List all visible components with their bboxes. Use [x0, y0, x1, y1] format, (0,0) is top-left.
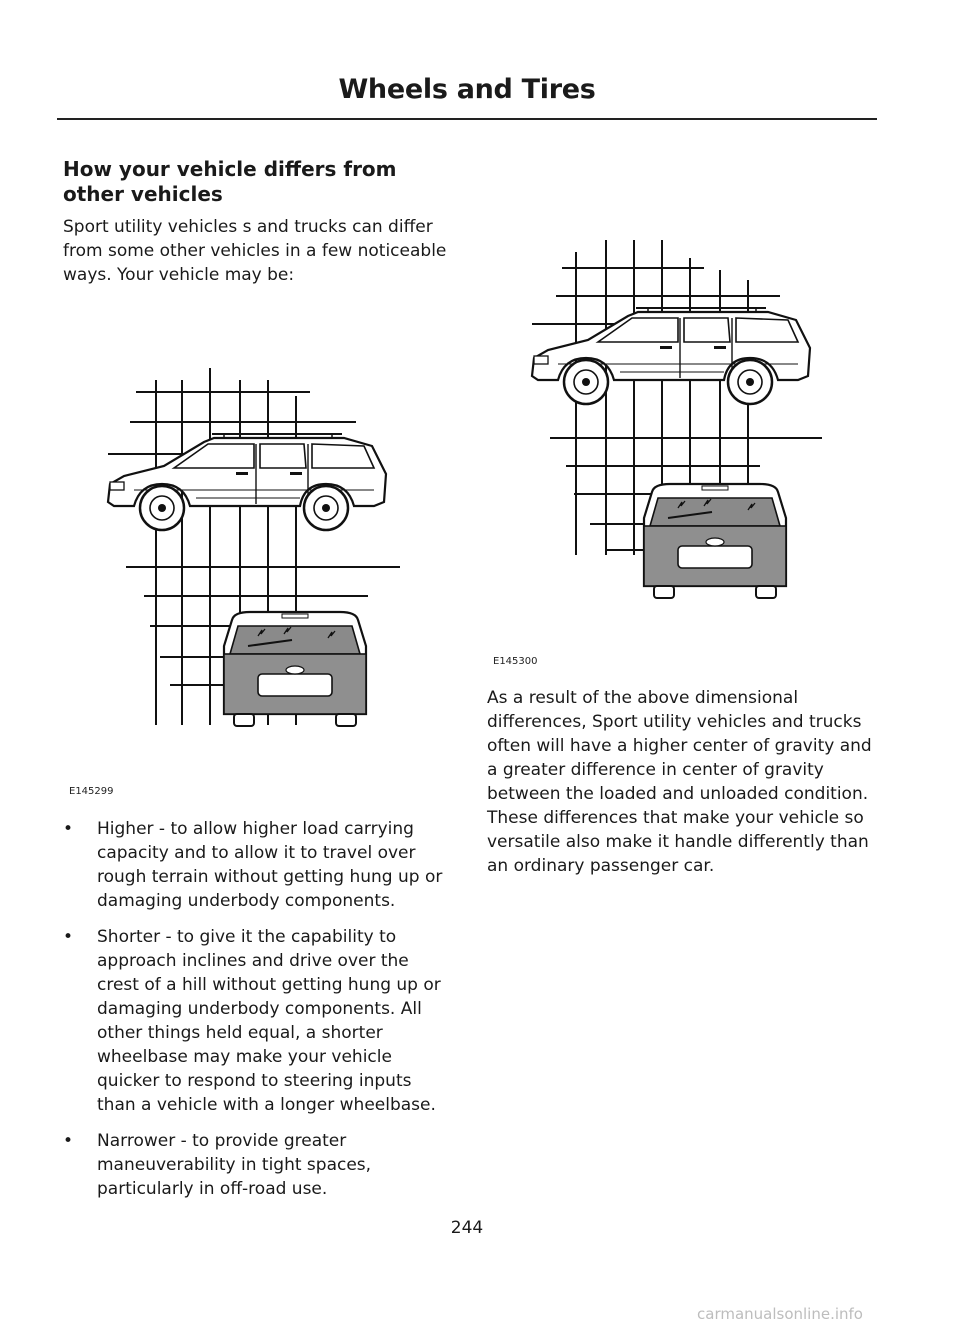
page-header-title: Wheels and Tires	[338, 74, 596, 105]
list-item	[63, 925, 455, 1117]
bullet-marker: •	[63, 819, 74, 839]
difference-list	[63, 817, 455, 1213]
list-item-text: Shorter - to give it the capability to approach inclines and drive over the crest of a hill without getting hung up or damaging underbody components. All other things held equal, a shorter wheelbase may make your vehicle quicker to respond to steering inputs than a vehicle with a longer wheelbase.	[97, 927, 441, 1115]
suv-illustration-left	[100, 360, 410, 740]
figure-suv-dimensions-left	[100, 360, 410, 740]
suv-rear-view	[644, 484, 786, 598]
suv-illustration-right	[526, 230, 836, 610]
header-divider	[57, 118, 877, 120]
bullet-marker: •	[63, 927, 74, 947]
section-heading-line-2: other vehicles	[63, 182, 223, 206]
watermark: carmanualsonline.info	[697, 1305, 863, 1323]
section-heading-line-1: How your vehicle differs from	[63, 157, 397, 181]
figure-suv-dimensions-right	[526, 230, 836, 610]
result-paragraph: As a result of the above dimensional differences, Sport utility vehicles and trucks often will have a higher center of gravity and a greater difference in center of gravity between the loaded and unloaded condition. These differences that make your vehicle so versatile also make it handle differently than an ordinary passenger car.	[487, 688, 872, 876]
figure-code-right: E145300	[493, 656, 538, 667]
suv-rear-view	[224, 612, 366, 726]
intro-paragraph: Sport utility vehicles s and trucks can differ from some other vehicles in a few noticeable ways. Your vehicle may be:	[63, 217, 447, 285]
bullet-marker: •	[63, 1131, 74, 1151]
figure-code-left: E145299	[69, 786, 114, 797]
page-number: 244	[450, 1218, 484, 1238]
list-item-text: Narrower - to provide greater maneuverability in tight spaces, particularly in off-road use.	[97, 1131, 372, 1199]
suv-side-view	[108, 434, 386, 530]
list-item-text: Higher - to allow higher load carrying capacity and to allow it to travel over rough terrain without getting hung up or damaging underbody components.	[97, 819, 443, 911]
suv-side-view	[532, 308, 810, 404]
list-item	[63, 1129, 455, 1201]
list-item	[63, 817, 455, 913]
section-heading	[63, 157, 453, 207]
